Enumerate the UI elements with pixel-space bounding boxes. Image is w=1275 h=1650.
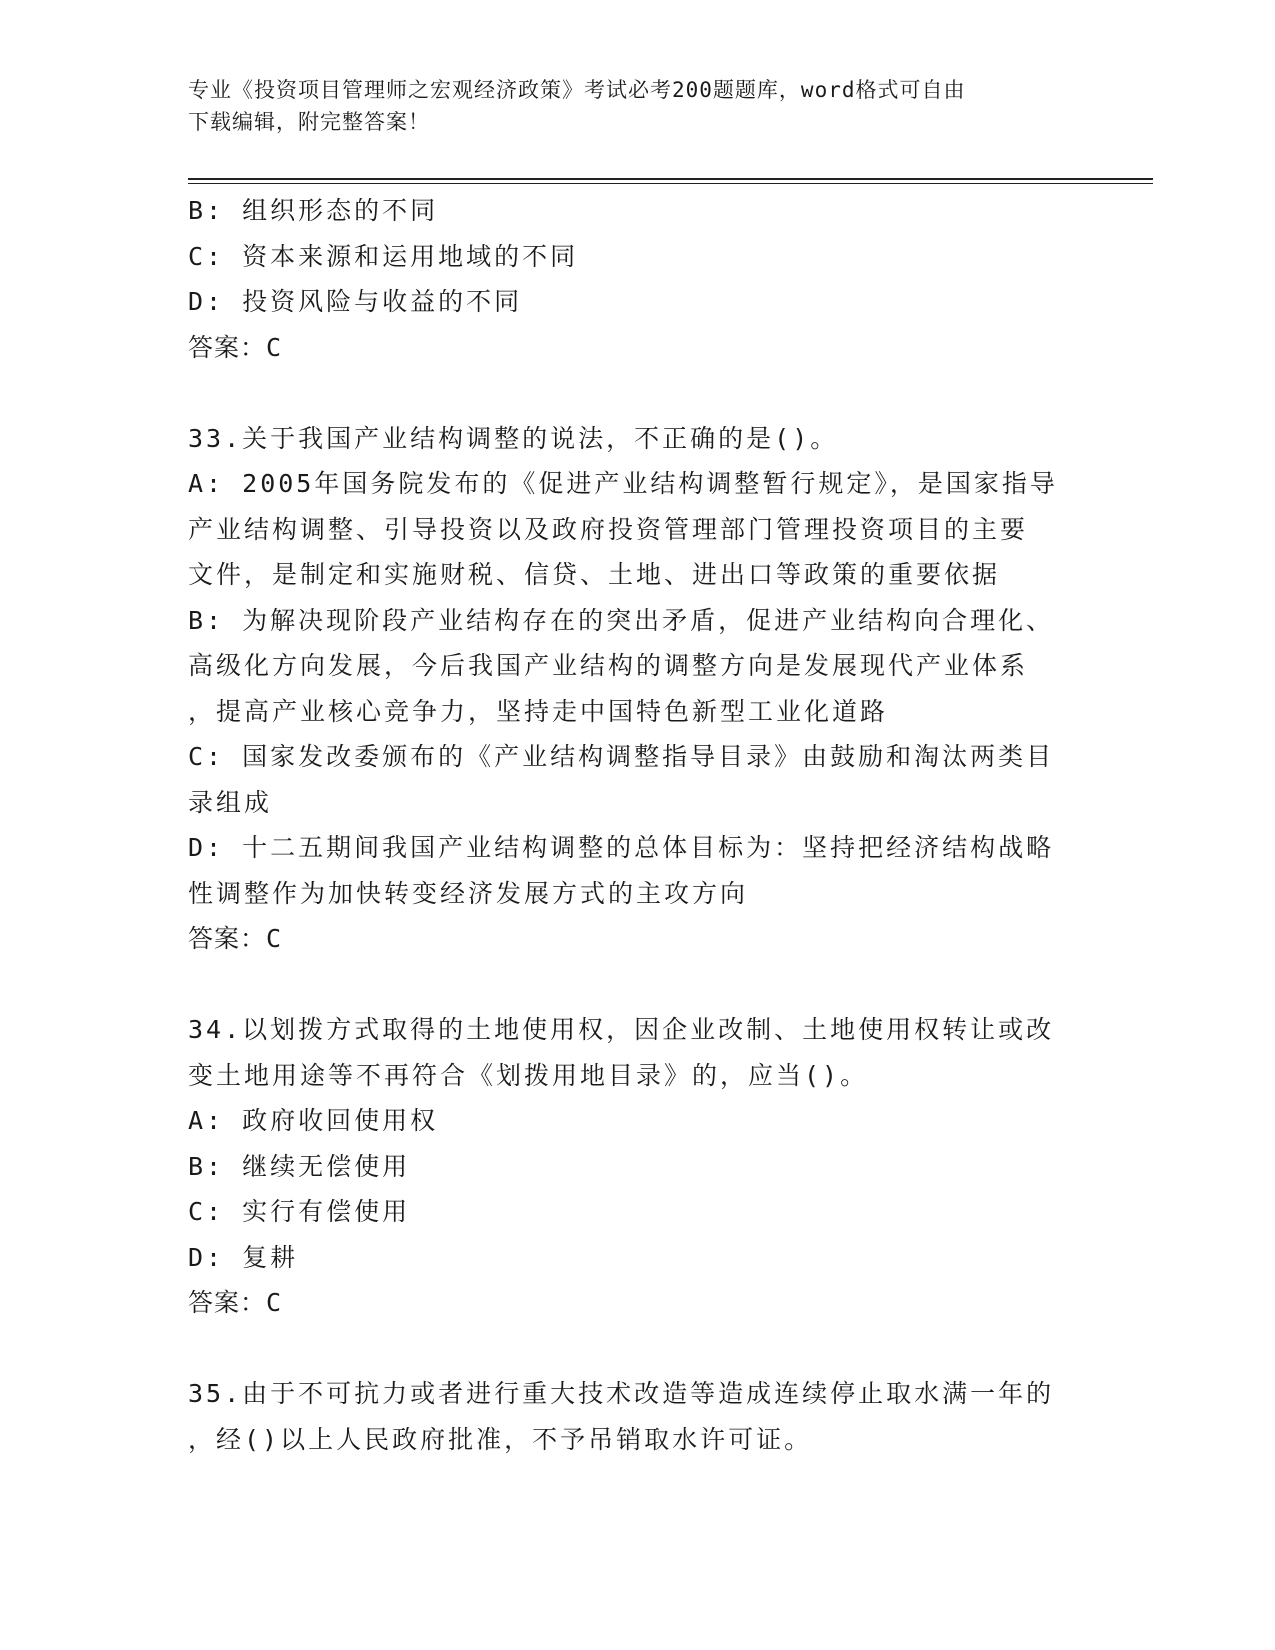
option-a (188, 461, 1088, 598)
question-content (188, 188, 1088, 1462)
option-b-line: 高级化方向发展，今后我国产业结构的调整方向是发展现代产业体系 (188, 651, 1029, 680)
option-b-line: ，提高产业核心竞争力，坚持走中国特色新型工业化道路 (188, 696, 889, 726)
option-b-line: B: 为解决现阶段产业结构存在的突出矛盾，促进产业结构向合理化、 (188, 605, 1055, 635)
header-title-line-1: 专业《投资项目管理师之宏观经济政策》考试必考200题题库，word格式可自由 (188, 78, 966, 102)
question-34 (188, 1007, 1088, 1326)
option-a: A: 政府收回使用权 (188, 1106, 439, 1135)
option-b: B: 继续无偿使用 (188, 1151, 411, 1181)
option-a-line: A: 2005年国务院发布的《促进产业结构调整暂行规定》，是国家指导 (188, 469, 1058, 498)
option-b: B: 组织形态的不同 (188, 196, 439, 225)
option-a-line: 文件，是制定和实施财税、信贷、土地、进出口等政策的重要依据 (188, 560, 1001, 589)
option-d-line: 性调整作为加快转变经济发展方式的主攻方向 (188, 878, 749, 908)
spacer (188, 370, 1088, 416)
option-c (188, 734, 1088, 825)
spacer (188, 1326, 1088, 1372)
question-stem: 变土地用途等不再符合《划拨用地目录》的，应当()。 (188, 1060, 869, 1090)
question-stem: ，经()以上人民政府批准，不予吊销取水许可证。 (188, 1424, 813, 1454)
option-b (188, 598, 1088, 735)
option-c-line: C: 国家发改委颁布的《产业结构调整指导目录》由鼓励和淘汰两类目 (188, 742, 1055, 771)
option-d-line: D: 十二五期间我国产业结构调整的总体目标为：坚持把经济结构战略 (188, 833, 1055, 862)
option-d: D: 复耕 (188, 1242, 299, 1272)
page-header (188, 74, 1088, 138)
question-stem: 34.以划拨方式取得的土地使用权，因企业改制、土地使用权转让或改 (188, 1015, 1055, 1044)
option-a-line: 产业结构调整、引导投资以及政府投资管理部门管理投资项目的主要 (188, 514, 1029, 544)
answer-text: 答案：C (188, 924, 283, 953)
question-33 (188, 416, 1088, 962)
option-c-line: 录组成 (188, 787, 273, 817)
option-d: D: 投资风险与收益的不同 (188, 287, 523, 316)
header-title-line-2: 下载编辑，附完整答案！ (188, 110, 430, 134)
answer-text: 答案：C (188, 1288, 283, 1317)
header-divider-thick (188, 178, 1153, 180)
question-35 (188, 1371, 1088, 1462)
question-stem: 35.由于不可抗力或者进行重大技术改造等造成连续停止取水满一年的 (188, 1379, 1055, 1408)
answer-text: 答案：C (188, 332, 283, 362)
option-c: C: 实行有偿使用 (188, 1197, 411, 1226)
option-c: C: 资本来源和运用地域的不同 (188, 241, 579, 271)
question-32-continuation (188, 188, 1088, 370)
question-stem: 33.关于我国产业结构调整的说法，不正确的是()。 (188, 423, 839, 453)
spacer (188, 962, 1088, 1008)
header-divider-thin (188, 183, 1153, 184)
option-d (188, 825, 1088, 916)
